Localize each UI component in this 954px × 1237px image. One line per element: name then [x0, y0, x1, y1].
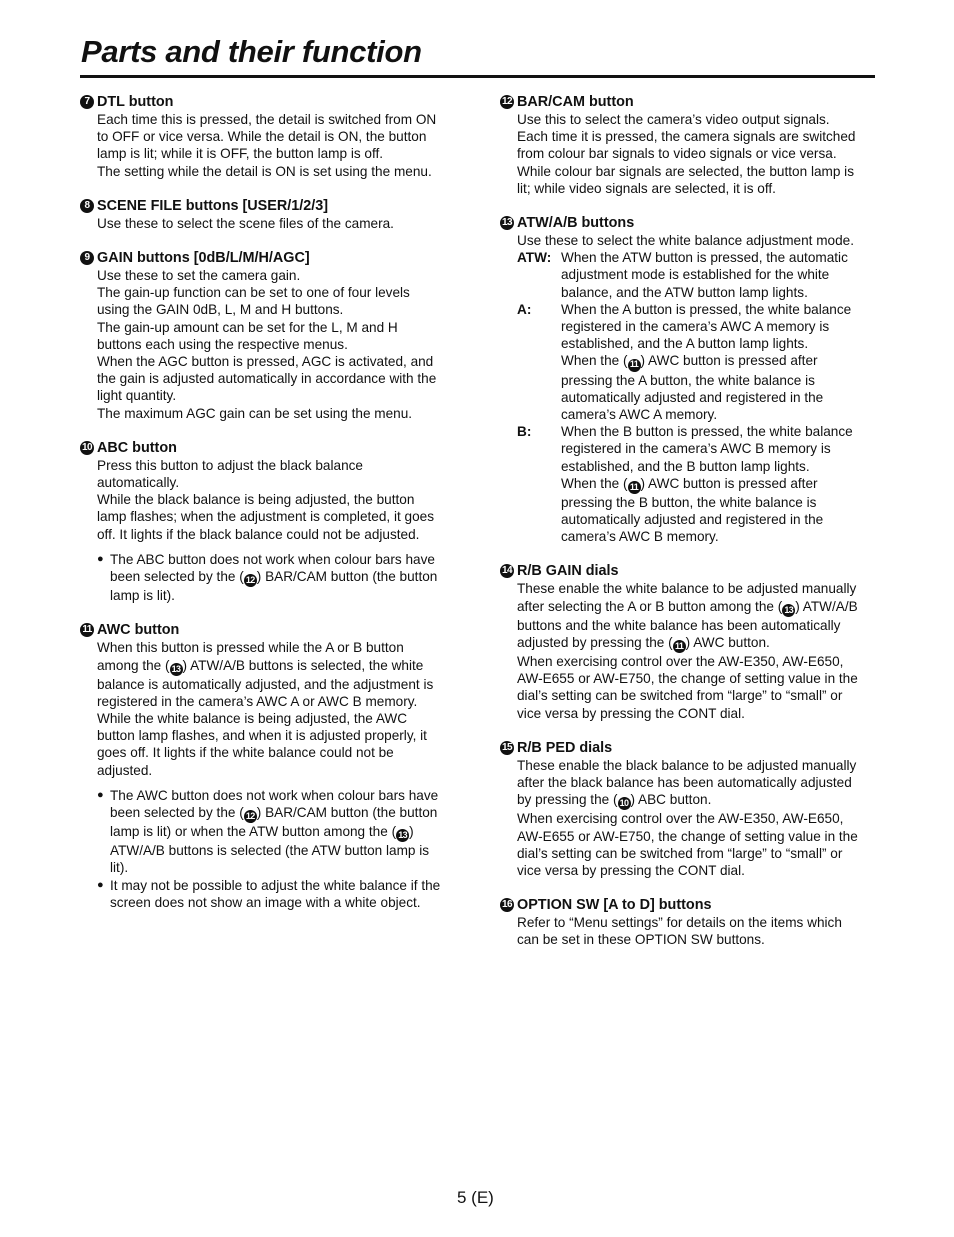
body-line: registered in the camera’s AWC A memory is — [561, 319, 830, 335]
number-16-icon: 16 — [500, 898, 514, 912]
section-dtl-button — [80, 93, 455, 180]
text-fragment: ) AWC button. — [685, 634, 770, 650]
section-title: OPTION SW [A to D] buttons — [517, 897, 712, 914]
text-fragment: among the ( — [97, 657, 170, 673]
body-line: The AWC button does not work when colour bars have — [110, 787, 439, 803]
number-11-icon: 11 — [628, 481, 641, 494]
body-line: using the GAIN 0dB, L, M and H buttons. — [97, 302, 344, 318]
section-heading — [500, 93, 878, 111]
section-heading — [500, 562, 878, 580]
body-line: after the black balance has been automatically adjusted — [517, 775, 852, 791]
section-heading — [500, 739, 878, 757]
body-line: dial’s setting can be switched from “large” to “small” or — [517, 845, 843, 861]
bullet-icon: ● — [97, 878, 104, 891]
number-14-icon: 14 — [500, 564, 514, 578]
text-fragment: ) BAR/CAM button (the button — [256, 805, 438, 821]
section-body — [80, 639, 455, 911]
number-11-icon: 11 — [628, 359, 641, 372]
number-13-icon: 13 — [782, 604, 795, 617]
text-fragment: after selecting the A or B button among the ( — [517, 598, 783, 614]
note-item — [97, 551, 455, 605]
definition-b — [517, 423, 878, 545]
left-column — [80, 93, 455, 928]
text-fragment: ) ATW/A/B buttons is selected, the white — [182, 657, 424, 673]
body-line: registered in the camera’s AWC B memory is — [561, 441, 831, 457]
body-line: automatically adjusted and registered in the — [561, 512, 824, 528]
body-line: Press this button to adjust the black balance — [97, 457, 363, 473]
body-line: Use these to select the scene files of the camera. — [97, 215, 394, 231]
body-line: lamp flashes; when the adjustment is completed, it goes — [97, 509, 435, 525]
body-line: can be set in these OPTION SW buttons. — [517, 932, 765, 948]
section-title: R/B PED dials — [517, 739, 613, 756]
body-line: lamp is lit). — [110, 588, 175, 604]
section-gain-buttons — [80, 249, 455, 422]
section-body — [500, 111, 878, 197]
body-line: camera’s AWC B memory. — [561, 529, 719, 545]
text-fragment: ) AWC button is pressed after — [640, 475, 818, 491]
body-line: When this button is pressed while the A or B button — [97, 640, 404, 656]
number-7-icon: 7 — [80, 95, 94, 109]
section-title: SCENE FILE buttons [USER/1/2/3] — [97, 197, 329, 214]
note-item — [97, 877, 455, 911]
body-line: automatically adjusted and registered in the — [561, 389, 824, 405]
definition-atw — [517, 249, 878, 301]
body-line: AW-E655 or AW-E750, the change of setting value in the — [517, 828, 858, 844]
number-10-icon: 10 — [618, 797, 631, 810]
section-title: DTL button — [97, 94, 174, 110]
number-13-icon: 13 — [170, 663, 183, 676]
body-line: While the white balance is being adjusted, the AWC — [97, 711, 408, 727]
number-10-icon: 10 — [80, 441, 94, 455]
section-body — [80, 267, 455, 422]
body-line: The ABC button does not work when colour bars have — [110, 551, 435, 567]
body-line: vice versa by pressing the CONT dial. — [517, 705, 745, 721]
body-line: These enable the black balance to be adjusted manually — [517, 757, 857, 773]
bullet-icon: ● — [97, 788, 104, 801]
section-heading — [500, 214, 878, 232]
body-line: It may not be possible to adjust the white balance if the — [110, 877, 441, 893]
body-line: button lamp flashes, and when it is adjusted properly, it — [97, 728, 427, 744]
text-fragment: been selected by the ( — [110, 805, 244, 821]
section-heading — [80, 197, 455, 215]
number-9-icon: 9 — [80, 251, 94, 265]
section-heading — [80, 621, 455, 639]
number-11-icon: 11 — [673, 640, 686, 653]
text-fragment: ) BAR/CAM button (the button — [256, 569, 438, 585]
body-line: These enable the white balance to be adjusted manually — [517, 581, 857, 597]
body-line: screen does not show an image with a white object. — [110, 894, 421, 910]
body-line: vice versa by pressing the CONT dial. — [517, 862, 745, 878]
number-13-icon: 13 — [500, 216, 514, 230]
body-line: adjustment mode is established for the white — [561, 267, 830, 283]
section-title: AWC button — [97, 622, 180, 639]
text-fragment: by pressing the ( — [517, 792, 618, 808]
definition-term: ATW: — [517, 250, 552, 266]
section-scene-file-buttons — [80, 197, 455, 232]
body-line: Each time it is pressed, the camera signals are switched — [517, 129, 856, 145]
body-line: buttons and the white balance has been automatically — [517, 617, 841, 633]
section-rb-gain-dials — [500, 562, 878, 721]
body-line: Use this to select the camera’s video output signals. — [517, 112, 830, 127]
body-line: buttons each using the respective menus. — [97, 336, 348, 352]
text-fragment: lamp is lit) or when the ATW button among the ( — [110, 824, 397, 840]
text-fragment: ) ATW/A/B — [795, 598, 858, 614]
definition-description — [561, 249, 878, 301]
section-rb-ped-dials — [500, 739, 878, 879]
number-11-icon: 11 — [80, 623, 94, 637]
right-column — [500, 93, 878, 966]
text-fragment: been selected by the ( — [110, 569, 244, 585]
section-body — [80, 215, 455, 232]
body-line: When the B button is pressed, the white balance — [561, 424, 853, 440]
body-line — [517, 598, 878, 617]
section-atw-a-b-buttons — [500, 214, 878, 545]
number-12-icon: 12 — [244, 810, 257, 823]
section-title: ATW/A/B buttons — [517, 215, 635, 232]
text-fragment: When the ( — [561, 475, 628, 491]
body-line: dial’s setting can be switched from “large” to “small” or — [517, 688, 843, 704]
note-item — [97, 787, 455, 877]
number-12-icon: 12 — [500, 95, 514, 109]
text-fragment: ) AWC button is pressed after — [640, 353, 818, 369]
title-rule — [80, 75, 875, 78]
body-line: ATW/A/B buttons is selected (the ATW button lamp is — [110, 843, 430, 859]
body-line: Use these to set the camera gain. — [97, 268, 301, 284]
section-abc-button — [80, 439, 455, 605]
section-title: GAIN buttons [0dB/L/M/H/AGC] — [97, 250, 310, 267]
page-title: Parts and their function — [81, 34, 422, 69]
definition-term: B: — [517, 424, 532, 440]
body-line: lit). — [110, 860, 129, 876]
body-line: lit; while video signals are selected, it is off. — [517, 180, 776, 196]
body-line: pressing the B button, the white balance is — [561, 494, 817, 510]
body-line: established, and the B button lamp lights. — [561, 458, 810, 474]
body-line: The gain-up amount can be set for the L, M and H — [97, 319, 398, 335]
body-line: from colour bar signals to video signals or vice versa. — [517, 146, 837, 162]
number-8-icon: 8 — [80, 199, 94, 213]
note-list — [97, 551, 455, 605]
body-line: registered in the camera’s AWC A or AWC B memory. — [97, 693, 418, 709]
section-awc-button — [80, 621, 455, 911]
body-line: camera’s AWC A memory. — [561, 406, 718, 422]
body-line — [561, 352, 878, 371]
body-line: When exercising control over the AW-E350, AW-E650, — [517, 654, 844, 670]
definition-term: A: — [517, 301, 532, 317]
body-line: adjusted. — [97, 762, 153, 778]
body-line: While the black balance is being adjusted, the button — [97, 492, 415, 508]
section-heading — [80, 93, 455, 111]
body-line: Use these to select the white balance adjustment mode. — [517, 233, 855, 249]
text-fragment: adjusted by pressing the ( — [517, 634, 673, 650]
number-12-icon: 12 — [244, 574, 257, 587]
body-line: off. It lights if the black balance could not be adjusted. — [97, 526, 420, 542]
definition-description — [561, 423, 878, 545]
body-line: light quantity. — [97, 388, 177, 404]
body-line: The setting while the detail is ON is set using the menu. — [97, 163, 432, 179]
section-title: ABC button — [97, 439, 177, 456]
body-line: When the AGC button is pressed, AGC is activated, and — [97, 354, 434, 370]
body-line — [97, 657, 455, 676]
number-15-icon: 15 — [500, 741, 514, 755]
text-fragment: When the ( — [561, 353, 628, 369]
body-line: lamp is lit; while it is OFF, the button lamp is off. — [97, 146, 384, 162]
body-line: When exercising control over the AW-E350, AW-E650, — [517, 811, 844, 827]
page-number: 5 (E) — [457, 1188, 494, 1207]
body-line: established, and the A button lamp lights. — [561, 336, 809, 352]
body-line: balance is automatically adjusted, and the adjustment is — [97, 676, 434, 692]
body-line: goes off. It lights if the white balance could not be — [97, 745, 394, 761]
body-line — [110, 804, 455, 823]
section-bar-cam-button — [500, 93, 878, 197]
body-line: When the A button is pressed, the white balance — [561, 301, 852, 317]
body-line: Each time this is pressed, the detail is switched from ON — [97, 112, 437, 127]
body-line — [517, 791, 878, 810]
body-line: the gain is adjusted automatically in accordance with the — [97, 371, 437, 387]
section-body — [500, 232, 878, 545]
section-title: BAR/CAM button — [517, 94, 634, 110]
body-line: automatically. — [97, 475, 180, 491]
section-body — [80, 457, 455, 605]
body-line — [110, 823, 455, 842]
text-fragment: ) — [409, 824, 414, 840]
body-line: The gain-up function can be set to one of four levels — [97, 285, 410, 301]
section-body — [500, 757, 878, 879]
section-body — [80, 111, 455, 180]
section-heading — [80, 439, 455, 457]
body-line: balance, and the ATW button lamp lights. — [561, 284, 808, 300]
body-line — [110, 568, 455, 587]
bullet-icon: ● — [97, 552, 104, 565]
section-heading — [80, 249, 455, 267]
number-13-icon: 13 — [396, 829, 409, 842]
body-line — [561, 475, 878, 494]
body-line: Refer to “Menu settings” for details on the items which — [517, 915, 842, 931]
body-line: AW-E655 or AW-E750, the change of setting value in the — [517, 671, 858, 687]
body-line: The maximum AGC gain can be set using the menu. — [97, 405, 413, 421]
body-line: When the ATW button is pressed, the automatic — [561, 250, 848, 266]
section-option-sw-buttons — [500, 896, 878, 948]
body-line: to OFF or vice versa. While the detail is ON, the button — [97, 129, 427, 145]
body-line: pressing the A button, the white balance is — [561, 372, 815, 388]
body-line — [517, 634, 878, 653]
section-heading — [500, 896, 878, 914]
section-title: R/B GAIN dials — [517, 563, 619, 580]
body-line: While colour bar signals are selected, the button lamp is — [517, 163, 854, 179]
definition-description — [561, 301, 878, 423]
text-fragment: ) ABC button. — [630, 792, 712, 808]
section-body — [500, 580, 878, 721]
section-body — [500, 914, 878, 948]
note-list — [97, 787, 455, 911]
definition-a — [517, 301, 878, 423]
